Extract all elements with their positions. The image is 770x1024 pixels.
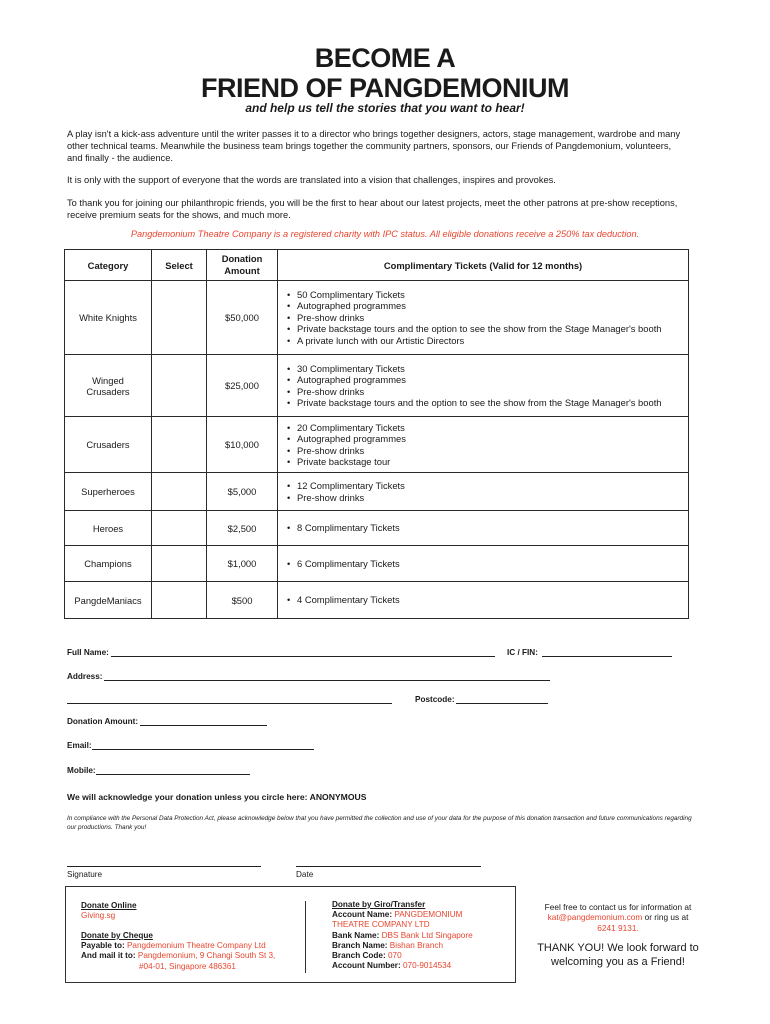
tier-benefits-list (281, 363, 688, 409)
tier-benefits-list (281, 522, 688, 534)
contact-line1: Feel free to contact us for information at (544, 902, 692, 912)
benefit-item: • 6 Complimentary Tickets (297, 558, 688, 570)
donation-amount-label: Donation Amount: (67, 717, 139, 726)
mail-label: And mail it to: (81, 951, 136, 961)
benefit-item: • 30 Complimentary Tickets (297, 363, 688, 375)
tier-select-cell[interactable] (152, 582, 207, 619)
branch-code-value: 070 (387, 951, 402, 961)
branch-name-label: Branch Name: (332, 940, 388, 950)
account-name-value-line2: THEATRE COMPANY LTD (332, 920, 430, 930)
tier-benefits-list (281, 422, 688, 468)
tier-select-cell[interactable] (152, 417, 207, 473)
benefit-item: • Pre-show drinks (297, 386, 688, 398)
signature-line[interactable] (67, 866, 261, 867)
table-row (65, 417, 689, 473)
benefit-item: • A private lunch with our Artistic Directors (297, 335, 688, 347)
pdpa-notice: In compliance with the Personal Data Protection Act, please acknowledge below that you have permitted the collection and use of your data for the purpose of this donation transaction and future communications regarding our productions. Thank you! (67, 815, 692, 831)
date-line[interactable] (296, 866, 481, 867)
payable-value: Pangdemonium Theatre Company Ltd (126, 941, 266, 951)
branch-name-value: Bishan Branch (389, 940, 444, 950)
benefit-item: • Pre-show drinks (297, 312, 688, 324)
thank-you-message (528, 942, 708, 969)
branch-code-label: Branch Code: (332, 951, 386, 961)
account-name-value: PANGDEMONIUM (394, 910, 463, 920)
contact-phone[interactable]: 6241 9131. (597, 922, 639, 933)
intro-paragraph-2: It is only with the support of everyone that the words are translated into a vision that challenges, inspires and provokes. (67, 175, 556, 185)
ic-fin-input[interactable] (542, 656, 672, 657)
full-name-input[interactable] (111, 656, 495, 657)
tier-select-cell[interactable] (152, 281, 207, 355)
benefit-item: • 8 Complimentary Tickets (297, 522, 688, 534)
benefit-item: • Private backstage tours and the option to see the show from the Stage Manager's booth (297, 397, 688, 409)
table-row (65, 546, 689, 582)
contact-ring: or ring us at (644, 912, 689, 923)
contact-info (528, 902, 708, 933)
benefit-item: • 20 Complimentary Tickets (297, 422, 688, 434)
address-input-line1[interactable] (104, 680, 550, 681)
email-input[interactable] (92, 749, 314, 750)
intro-paragraph-1: A play isn't a kick-ass adventure until the writer passes it to a director who brings together designers, actors, stage management, wardrobe and many other technical teams. Meanwhile the business team brings together the community partners, sponsors, our Friends of Pangdemonium, volunteers, and finally - the audience. (67, 129, 681, 163)
address-input-line2[interactable] (67, 703, 392, 704)
tier-select-cell[interactable] (152, 546, 207, 582)
donation-methods-divider (305, 901, 306, 973)
header-tickets: Complimentary Tickets (Valid for 12 months) (278, 250, 689, 281)
benefit-item: • 50 Complimentary Tickets (297, 289, 688, 301)
tier-category: Heroes (65, 511, 152, 546)
account-name-label: Account Name: (332, 910, 393, 920)
donate-cheque-heading: Donate by Cheque (81, 931, 153, 940)
account-number-label: Account Number: (332, 961, 401, 971)
page-title-line1: BECOME A (314, 43, 456, 73)
charity-note: Pangdemonium Theatre Company is a registered charity with IPC status. All eligible donations receive a 250% tax deduction. (130, 229, 640, 239)
mobile-label: Mobile: (67, 766, 96, 775)
donate-online-section (81, 901, 301, 921)
email-label: Email: (67, 741, 92, 750)
mobile-input[interactable] (96, 774, 250, 775)
tier-amount: $1,000 (207, 546, 278, 582)
ic-fin-label: IC / FIN: (507, 648, 538, 657)
ack-circle: circle (261, 792, 285, 802)
tier-amount: $5,000 (207, 473, 278, 511)
postcode-label: Postcode: (415, 695, 455, 704)
mail-value: Pangdemonium, 9 Changi South St 3, (137, 951, 276, 961)
benefit-item: • Pre-show drinks (297, 492, 688, 504)
table-row (65, 473, 689, 511)
tier-category: Crusaders (65, 417, 152, 473)
benefit-item: • Autographed programmes (297, 374, 688, 386)
benefit-item: • Private backstage tours and the option to see the show from the Stage Manager's booth (297, 323, 688, 335)
full-name-label: Full Name: (67, 648, 109, 657)
bank-name-label: Bank Name: (332, 930, 380, 940)
page-subtitle: and help us tell the stories that you want to hear! (245, 101, 525, 115)
payable-label: Payable to: (81, 941, 125, 951)
signature-label: Signature (67, 870, 103, 879)
table-row (65, 281, 689, 355)
tier-category: Superheroes (65, 473, 152, 511)
acknowledgement-line (67, 792, 366, 802)
thanks-line2: welcoming you as a Friend! (551, 955, 685, 968)
date-label: Date (296, 870, 314, 879)
benefit-item: • Autographed programmes (297, 433, 688, 445)
tier-amount: $25,000 (207, 355, 278, 417)
tier-amount: $10,000 (207, 417, 278, 473)
tier-select-cell[interactable] (152, 511, 207, 546)
tier-amount: $2,500 (207, 511, 278, 546)
donate-online-heading: Donate Online (81, 901, 137, 910)
donation-tiers-table (64, 249, 689, 619)
tier-benefits-list (281, 289, 688, 347)
tier-select-cell[interactable] (152, 473, 207, 511)
donate-giro-heading: Donate by Giro/Transfer (332, 900, 426, 909)
tier-benefits-list (281, 558, 688, 570)
header-amount: Donation Amount (207, 250, 278, 281)
benefit-item: • Autographed programmes (297, 300, 688, 312)
mail-value-line2: #04-01, Singapore 486361 (139, 961, 236, 971)
table-header-row (65, 250, 689, 281)
ack-mid: here: (286, 792, 308, 802)
benefit-item: • 12 Complimentary Tickets (297, 480, 688, 492)
donate-cheque-section (81, 931, 303, 972)
address-label: Address: (67, 672, 103, 681)
account-number-value: 070-9014534 (402, 961, 452, 971)
benefit-item: • Pre-show drinks (297, 445, 688, 457)
donate-giro-section (332, 900, 512, 971)
table-row (65, 355, 689, 417)
postcode-input[interactable] (456, 703, 548, 704)
tier-select-cell[interactable] (152, 355, 207, 417)
giving-sg-link[interactable]: Giving.sg (81, 911, 116, 921)
benefit-item: • Private backstage tour (297, 456, 688, 468)
header-category: Category (65, 250, 152, 281)
anonymous-option[interactable]: ANONYMOUS (309, 792, 367, 802)
table-row (65, 582, 689, 619)
tier-amount: $50,000 (207, 281, 278, 355)
contact-email-link[interactable]: kat@pangdemonium.com (547, 912, 643, 923)
tier-category: White Knights (65, 281, 152, 355)
tier-category: PangdeManiacs (65, 582, 152, 619)
tier-category: Champions (65, 546, 152, 582)
intro-paragraph-3: To thank you for joining our philanthropic friends, you will be the first to hear about our latest projects, meet the other patrons at pre-show receptions, receive premium seats for the shows, and much more. (67, 198, 678, 220)
tier-benefits-list (281, 594, 688, 606)
header-select: Select (152, 250, 207, 281)
table-row (65, 511, 689, 546)
page-title-line2: FRIEND OF PANGDEMONIUM (201, 73, 569, 103)
tier-benefits-list (281, 480, 688, 503)
bank-name-value: DBS Bank Ltd Singapore (381, 930, 473, 940)
ack-prefix: We will acknowledge your donation unless you (67, 792, 260, 802)
benefit-item: • 4 Complimentary Tickets (297, 594, 688, 606)
tier-category: Winged Crusaders (65, 355, 152, 417)
donation-amount-input[interactable] (140, 725, 267, 726)
thanks-line1: THANK YOU! We look forward to (537, 942, 699, 954)
tier-amount: $500 (207, 582, 278, 619)
